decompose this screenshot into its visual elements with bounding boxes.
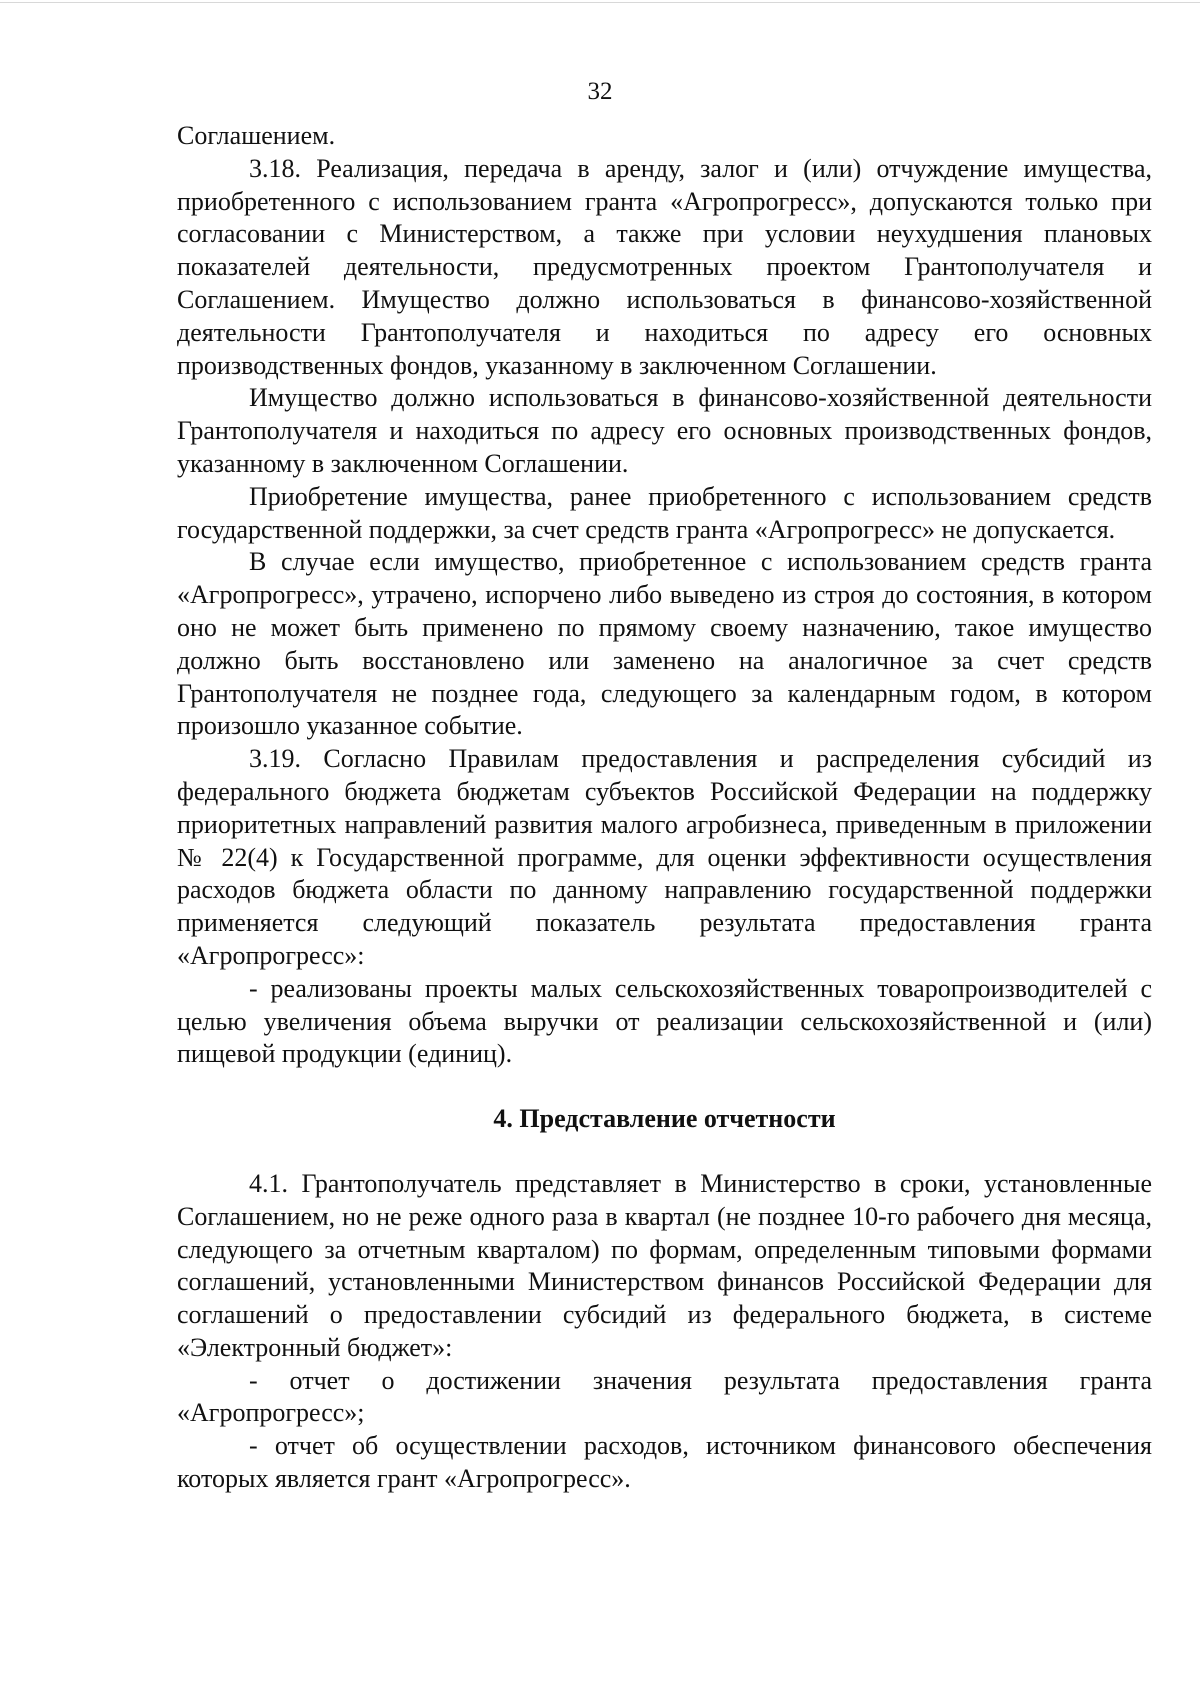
section-heading: 4. Представление отчетности [493,1104,836,1134]
paragraph-continuation: Соглашением. [177,121,336,150]
top-edge-line [0,2,1200,3]
list-item-report-result: - отчет о достижении значения результата предоставления гранта «Агропрогресс»; [177,1365,1152,1428]
paragraph-3-18: 3.18. Реализация, передача в аренду, залог и (или) отчуждение имущества, приобретенного с использованием гранта «Агропрогресс», допускаются только при согласовании с Министерством, а также при условии неухудшения плановых показателей деятельности, предусмотренных проектом Грантополучателя и Соглашением. Имущество должно использоваться в финансово-хозяйственной деятельности Грантополучателя и находиться по адресу его основных производственных фондов, указанному в заключенном Соглашении. [177,153,1152,380]
paragraph-4-1: 4.1. Грантополучатель представляет в Министерство в сроки, установленные Соглашением, но не реже одного раза в квартал (не позднее 10-го рабочего дня месяца, следующего за отчетным кварталом) по формам, определенным типовыми формами соглашений, установленными Министерством финансов Российской Федерации для соглашений о предоставлении субсидий из федерального бюджета, в системе «Электронный бюджет»: [177,1168,1152,1362]
paragraph-property-loss: В случае если имущество, приобретенное с использованием средств гранта «Агропрогресс», утрачено, испорчено либо выведено из строя до состояния, в котором оно не может быть применено по прямому своему назначению, такое имущество должно быть восстановлено или заменено на аналогичное за счет средств Грантополучателя не позднее года, следующего за календарным годом, в котором произошло указанное событие. [177,547,1152,741]
paragraph-acquisition-ban: Приобретение имущества, ранее приобретенного с использованием средств государственной поддержки, за счет средств гранта «Агропрогресс» не допускается. [177,481,1152,544]
document-body [177,120,1152,1496]
paragraph-3-19: 3.19. Согласно Правилам предоставления и распределения субсидий из федерального бюджета бюджетам субъектов Российской Федерации на поддержку приоритетных направлений развития малого агробизнеса, приведенным в приложении № 22(4) к Государственной программе, для оценки эффективности осуществления расходов бюджета области по данному направлению государственной поддержки применяется следующий показатель результата предоставления гранта «Агропрогресс»: [177,744,1152,970]
list-item-indicator: - реализованы проекты малых сельскохозяйственных товаропроизводителей с целью увеличения объема выручки от реализации сельскохозяйственной и (или) пищевой продукции (единиц). [177,973,1152,1069]
page-number: 32 [587,78,613,105]
paragraph-property-use: Имущество должно использоваться в финансово-хозяйственной деятельности Грантополучателя и находиться по адресу его основных производственных фондов, указанному в заключенном Соглашении. [177,383,1152,478]
list-item-report-expenses: - отчет об осуществлении расходов, источником финансового обеспечения которых является грант «Агропрогресс». [177,1431,1152,1494]
